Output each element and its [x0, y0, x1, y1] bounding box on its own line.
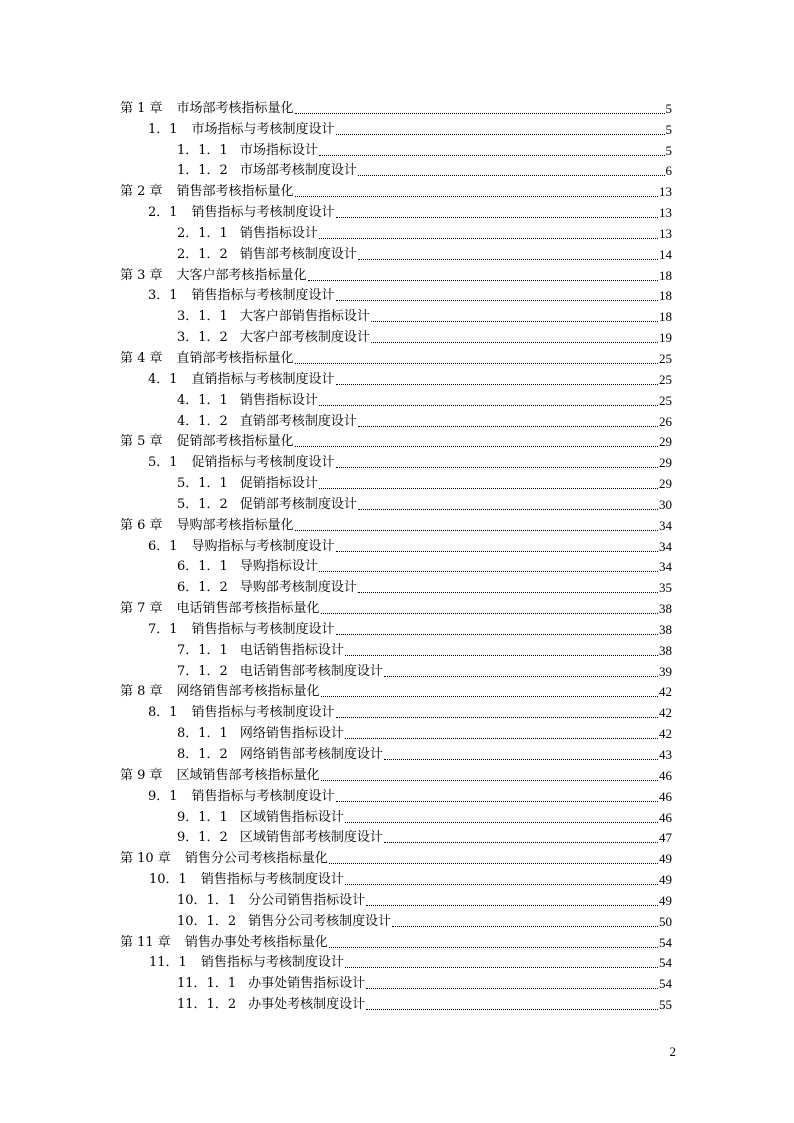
toc-entry-page: 34: [659, 559, 672, 575]
toc-entry-title: 销售指标设计: [239, 225, 318, 241]
toc-entry-number: 7．1．2: [177, 663, 228, 679]
toc-chapter-entry[interactable]: [120, 346, 672, 367]
toc-entry-page: 46: [659, 809, 672, 825]
toc-dot-leader: [308, 279, 658, 281]
toc-entry-title: 销售部考核制度设计: [239, 246, 357, 262]
toc-dot-leader: [371, 341, 658, 343]
toc-entry-number: 4．1: [148, 371, 178, 387]
toc-entry-number: 1．1: [148, 121, 178, 137]
toc-entry-title: 网络销售指标设计: [239, 726, 344, 742]
toc-entry-page: 18: [659, 288, 672, 304]
toc-entry-number: 9．1．2: [177, 830, 228, 846]
toc-entry-number: 2．1: [148, 205, 178, 221]
toc-dot-leader: [336, 133, 665, 135]
toc-section-entry[interactable]: [120, 784, 672, 805]
toc-dot-leader: [345, 883, 658, 885]
toc-entry-title: 直销指标与考核制度设计: [191, 371, 335, 387]
toc-dot-leader: [319, 154, 665, 156]
toc-chapter-entry[interactable]: [120, 430, 672, 451]
toc-subsection-entry[interactable]: [120, 492, 672, 513]
toc-entry-number: 第 2 章: [120, 184, 163, 200]
toc-chapter-entry[interactable]: [120, 763, 672, 784]
toc-entry-title: 电话销售部考核指标量化: [176, 601, 320, 617]
toc-entry-number: 6．1．1: [177, 559, 228, 575]
toc-subsection-entry[interactable]: [120, 992, 672, 1013]
toc-entry-title: 销售指标与考核制度设计: [191, 205, 335, 221]
toc-entry-number: 11．1．1: [177, 976, 237, 992]
toc-entry-title: 直销部考核指标量化: [176, 350, 294, 366]
toc-subsection-entry[interactable]: [120, 638, 672, 659]
toc-entry-title: 市场指标与考核制度设计: [191, 121, 335, 137]
toc-entry-title: 促销指标与考核制度设计: [191, 455, 335, 471]
toc-entry-number: 7．1．1: [177, 642, 228, 658]
toc-entry-page: 50: [659, 913, 672, 929]
toc-entry-page: 13: [659, 225, 672, 241]
toc-entry-page: 38: [659, 621, 672, 637]
toc-dot-leader: [336, 800, 658, 802]
toc-entry-number: 1．1．1: [177, 142, 228, 158]
toc-dot-leader: [384, 675, 658, 677]
toc-entry-number: 第 8 章: [120, 684, 163, 700]
toc-dot-leader: [336, 716, 658, 718]
toc-entry-page: 34: [659, 517, 672, 533]
toc-dot-leader: [345, 654, 658, 656]
toc-entry-number: 11．1．2: [177, 997, 237, 1013]
toc-subsection-entry[interactable]: [120, 826, 672, 847]
toc-entry-page: 5: [665, 121, 672, 137]
toc-dot-leader: [358, 508, 658, 510]
toc-entry-page: 26: [659, 413, 672, 429]
toc-entry-page: 29: [659, 476, 672, 492]
toc-section-entry[interactable]: [120, 117, 672, 138]
toc-subsection-entry[interactable]: [120, 659, 672, 680]
toc-entry-number: 第 11 章: [120, 934, 171, 950]
toc-dot-leader: [321, 612, 658, 614]
toc-dot-leader: [366, 904, 658, 906]
toc-entry-number: 第 3 章: [120, 267, 163, 283]
toc-dot-leader: [295, 195, 658, 197]
toc-entry-number: 第 6 章: [120, 517, 163, 533]
toc-entry-page: 18: [659, 267, 672, 283]
toc-dot-leader: [295, 445, 658, 447]
toc-entry-title: 区域销售部考核指标量化: [176, 767, 320, 783]
toc-dot-leader: [336, 383, 658, 385]
toc-dot-leader: [329, 862, 658, 864]
toc-section-entry[interactable]: [120, 867, 672, 888]
toc-dot-leader: [319, 237, 658, 239]
toc-entry-title: 销售指标与考核制度设计: [200, 955, 344, 971]
toc-section-entry[interactable]: [120, 534, 672, 555]
toc-dot-leader: [336, 216, 658, 218]
toc-chapter-entry[interactable]: [120, 846, 672, 867]
toc-entry-title: 销售分公司考核指标量化: [184, 851, 328, 867]
toc-entry-title: 区域销售指标设计: [239, 809, 344, 825]
toc-entry-title: 促销指标设计: [239, 476, 318, 492]
toc-entry-number: 5．1．2: [177, 496, 228, 512]
toc-chapter-entry[interactable]: [120, 96, 672, 117]
toc-entry-title: 销售办事处考核指标量化: [184, 934, 328, 950]
toc-entry-number: 5．1．1: [177, 476, 228, 492]
table-of-contents: [120, 96, 672, 1013]
toc-subsection-entry[interactable]: [120, 159, 672, 180]
toc-entry-title: 电话销售部考核制度设计: [239, 663, 383, 679]
toc-subsection-entry[interactable]: [120, 721, 672, 742]
toc-dot-leader: [366, 987, 658, 989]
toc-entry-number: 2．1．1: [177, 225, 228, 241]
toc-entry-title: 办事处考核制度设计: [248, 997, 366, 1013]
toc-entry-number: 7．1: [148, 621, 178, 637]
toc-subsection-entry[interactable]: [120, 805, 672, 826]
toc-entry-number: 3．1: [148, 288, 178, 304]
toc-entry-page: 54: [659, 934, 672, 950]
toc-entry-title: 促销部考核制度设计: [239, 496, 357, 512]
toc-entry-number: 5．1: [148, 455, 178, 471]
toc-entry-page: 38: [659, 601, 672, 617]
toc-dot-leader: [295, 112, 665, 114]
toc-entry-number: 8．1．1: [177, 726, 228, 742]
toc-entry-title: 网络销售部考核制度设计: [239, 747, 383, 762]
toc-subsection-entry[interactable]: [120, 242, 672, 263]
toc-entry-title: 市场部考核指标量化: [176, 100, 294, 116]
toc-entry-title: 导购部考核制度设计: [239, 580, 357, 596]
toc-chapter-entry[interactable]: [120, 513, 672, 534]
toc-entry-title: 导购指标设计: [239, 559, 318, 575]
toc-dot-leader: [371, 320, 658, 322]
toc-dot-leader: [336, 299, 658, 301]
toc-entry-title: 销售指标与考核制度设计: [191, 288, 335, 304]
toc-dot-leader: [321, 779, 658, 781]
toc-entry-title: 市场部考核制度设计: [239, 163, 357, 179]
toc-section-entry[interactable]: [120, 951, 672, 972]
toc-entry-page: 47: [659, 830, 672, 846]
toc-section-entry[interactable]: [120, 367, 672, 388]
toc-entry-page: 42: [659, 684, 672, 700]
toc-subsection-entry[interactable]: [120, 304, 672, 325]
toc-entry-page: 25: [659, 371, 672, 387]
toc-entry-number: 3．1．2: [177, 330, 228, 346]
toc-entry-title: 销售指标与考核制度设计: [191, 705, 335, 721]
toc-entry-page: 54: [659, 976, 672, 992]
toc-chapter-entry[interactable]: [120, 930, 672, 951]
toc-entry-title: 网络销售部考核指标量化: [176, 684, 320, 700]
toc-entry-page: 14: [659, 246, 672, 262]
toc-entry-page: 30: [659, 496, 672, 512]
toc-entry-number: 9．1．1: [177, 809, 228, 825]
toc-dot-leader: [329, 946, 658, 948]
toc-entry-number: 第 10 章: [120, 851, 171, 867]
toc-entry-page: 46: [659, 788, 672, 804]
toc-dot-leader: [336, 633, 658, 635]
toc-entry-page: 5: [665, 142, 672, 158]
toc-entry-title: 销售部考核指标量化: [176, 184, 294, 200]
toc-entry-title: 市场指标设计: [239, 142, 318, 158]
toc-entry-page: 6: [665, 163, 672, 179]
toc-subsection-entry[interactable]: [120, 409, 672, 430]
toc-entry-page: 5: [665, 100, 672, 116]
toc-entry-page: 43: [659, 747, 672, 762]
toc-entry-page: 29: [659, 434, 672, 450]
toc-section-entry[interactable]: [120, 617, 672, 638]
toc-subsection-entry[interactable]: [120, 742, 672, 763]
toc-entry-page: 49: [659, 892, 672, 908]
toc-subsection-entry[interactable]: [120, 471, 672, 492]
toc-entry-page: 49: [659, 851, 672, 867]
toc-entry-page: 39: [659, 663, 672, 679]
toc-section-entry[interactable]: [120, 200, 672, 221]
toc-entry-page: 55: [659, 997, 672, 1013]
toc-entry-title: 导购部考核指标量化: [176, 517, 294, 533]
toc-subsection-entry[interactable]: [120, 325, 672, 346]
toc-entry-number: 第 9 章: [120, 767, 163, 783]
toc-entry-number: 6．1．2: [177, 580, 228, 596]
toc-dot-leader: [295, 362, 658, 364]
toc-entry-number: 10．1: [149, 872, 187, 888]
toc-entry-number: 8．1．2: [177, 747, 228, 762]
toc-entry-number: 8．1: [148, 705, 178, 721]
toc-entry-number: 第 5 章: [120, 434, 163, 450]
toc-entry-title: 大客户部考核制度设计: [239, 330, 370, 346]
toc-entry-number: 第 1 章: [120, 100, 163, 116]
toc-entry-number: 9．1: [148, 788, 178, 804]
toc-entry-number: 1．1．2: [177, 163, 228, 179]
toc-chapter-entry[interactable]: [120, 680, 672, 701]
toc-subsection-entry[interactable]: [120, 888, 672, 909]
toc-entry-title: 办事处销售指标设计: [248, 976, 366, 992]
toc-dot-leader: [384, 841, 658, 843]
toc-dot-leader: [336, 550, 658, 552]
toc-entry-page: 19: [659, 330, 672, 346]
toc-entry-number: 10．1．2: [177, 913, 237, 929]
toc-subsection-entry[interactable]: [120, 909, 672, 930]
toc-dot-leader: [295, 529, 658, 531]
toc-entry-number: 2．1．2: [177, 246, 228, 262]
toc-entry-page: 25: [659, 392, 672, 408]
toc-subsection-entry[interactable]: [120, 388, 672, 409]
toc-entry-number: 第 7 章: [120, 601, 163, 617]
toc-entry-title: 大客户部销售指标设计: [239, 309, 370, 325]
toc-entry-title: 直销部考核制度设计: [239, 413, 357, 429]
toc-dot-leader: [345, 966, 658, 968]
toc-dot-leader: [358, 425, 658, 427]
toc-dot-leader: [321, 695, 658, 697]
toc-entry-page: 13: [659, 184, 672, 200]
toc-dot-leader: [392, 925, 658, 927]
toc-entry-page: 29: [659, 455, 672, 471]
toc-entry-title: 销售指标与考核制度设计: [191, 621, 335, 637]
toc-dot-leader: [345, 821, 658, 823]
toc-entry-title: 区域销售部考核制度设计: [239, 830, 383, 846]
toc-entry-number: 4．1．2: [177, 413, 228, 429]
toc-entry-title: 销售指标与考核制度设计: [191, 788, 335, 804]
toc-dot-leader: [358, 174, 665, 176]
toc-dot-leader: [319, 404, 658, 406]
toc-entry-number: 3．1．1: [177, 309, 228, 325]
toc-section-entry[interactable]: [120, 284, 672, 305]
toc-entry-title: 销售指标与考核制度设计: [200, 872, 344, 888]
toc-entry-page: 34: [659, 538, 672, 554]
toc-dot-leader: [319, 570, 658, 572]
toc-dot-leader: [319, 487, 658, 489]
toc-entry-page: 46: [659, 767, 672, 783]
toc-entry-title: 电话销售指标设计: [239, 642, 344, 658]
toc-entry-number: 4．1．1: [177, 392, 228, 408]
toc-entry-page: 49: [659, 872, 672, 888]
toc-section-entry[interactable]: [120, 700, 672, 721]
toc-entry-title: 导购指标与考核制度设计: [191, 538, 335, 554]
toc-chapter-entry[interactable]: [120, 179, 672, 200]
toc-dot-leader: [358, 258, 658, 260]
toc-entry-page: 54: [659, 955, 672, 971]
toc-entry-title: 销售指标设计: [239, 392, 318, 408]
toc-dot-leader: [336, 466, 658, 468]
toc-entry-page: 42: [659, 726, 672, 742]
page-number: 2: [669, 1044, 676, 1059]
toc-entry-number: 10．1．1: [177, 892, 237, 908]
toc-dot-leader: [358, 591, 658, 593]
toc-entry-title: 促销部考核指标量化: [176, 434, 294, 450]
toc-chapter-entry[interactable]: [120, 263, 672, 284]
toc-section-entry[interactable]: [120, 450, 672, 471]
toc-entry-title: 销售分公司考核制度设计: [248, 913, 392, 929]
toc-dot-leader: [384, 758, 658, 760]
toc-dot-leader: [366, 1008, 658, 1010]
toc-entry-title: 大客户部考核指标量化: [176, 267, 307, 283]
toc-dot-leader: [345, 737, 658, 739]
toc-subsection-entry[interactable]: [120, 221, 672, 242]
toc-subsection-entry[interactable]: [120, 555, 672, 576]
toc-subsection-entry[interactable]: [120, 138, 672, 159]
toc-entry-page: 18: [659, 309, 672, 325]
toc-entry-number: 第 4 章: [120, 350, 163, 366]
toc-subsection-entry[interactable]: [120, 971, 672, 992]
toc-entry-page: 38: [659, 642, 672, 658]
toc-entry-number: 6．1: [148, 538, 178, 554]
toc-chapter-entry[interactable]: [120, 596, 672, 617]
toc-subsection-entry[interactable]: [120, 575, 672, 596]
toc-entry-title: 分公司销售指标设计: [248, 892, 366, 908]
toc-entry-number: 11．1: [149, 955, 187, 971]
toc-entry-page: 13: [659, 205, 672, 221]
toc-entry-page: 42: [659, 705, 672, 721]
toc-entry-page: 25: [659, 350, 672, 366]
toc-entry-page: 35: [659, 580, 672, 596]
